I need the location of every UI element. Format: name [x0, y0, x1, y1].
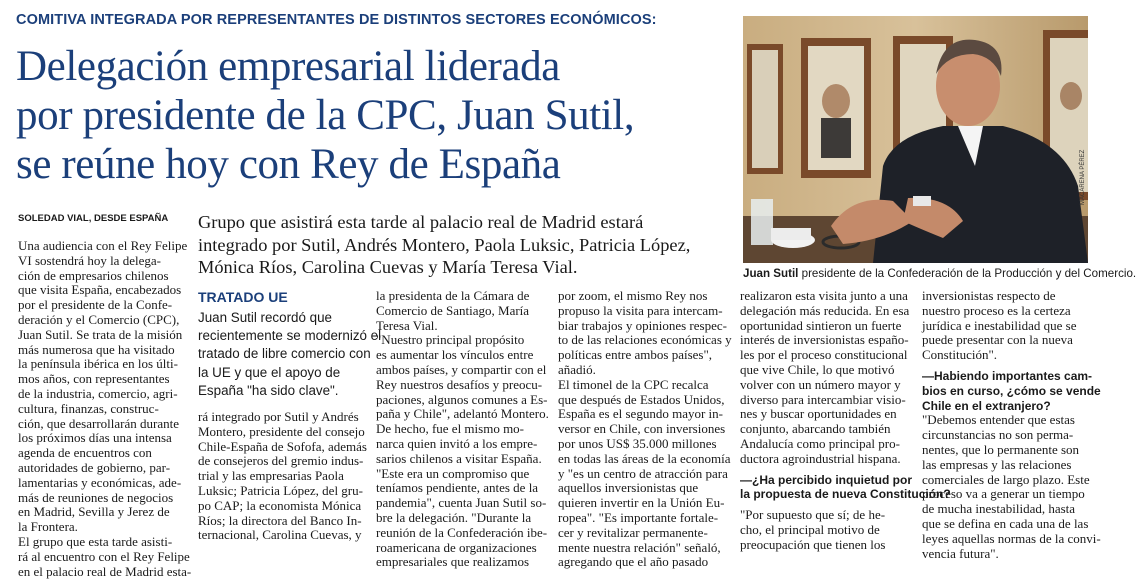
body-line: Andalucía como principal pro-	[740, 435, 900, 451]
body-line: jurídica e inestabilidad que se	[922, 317, 1077, 333]
body-line: reunión de la Confederación ibe-	[376, 524, 548, 540]
body-line: "Este era un compromiso que	[376, 465, 530, 481]
box-line: recientemente se modernizó el	[198, 328, 382, 344]
body-line: Juan Sutil. Se trata de la misión	[18, 326, 183, 342]
body-line: los próximos días una intensa	[18, 430, 172, 446]
body-line: Montero, presidente del consejo	[198, 423, 365, 439]
body-line: Chile en el extranjero?	[922, 398, 1051, 413]
body-line: trial y las empresarias Paola	[198, 468, 344, 484]
body-line: por unos US$ 35.000 millones	[558, 435, 717, 451]
body-line: roamericana de organizaciones	[376, 539, 537, 555]
body-line: El grupo que esta tarde asisti-	[18, 533, 173, 549]
body-line: Chile-España de Sofofa, además	[198, 438, 367, 454]
lede-line: Mónica Ríos, Carolina Cuevas y María Teresa Vial.	[198, 257, 578, 277]
body-line: nuestro proceso es la certeza	[922, 302, 1071, 318]
body-line: nentes, que lo permanente son	[922, 441, 1080, 457]
body-line: biar trabajos y opiniones respec-	[558, 317, 727, 333]
body-line: realizaron esta visita junto a una	[740, 288, 908, 303]
box-line: tratado de libre comercio con	[198, 346, 371, 362]
body-column-4	[558, 289, 730, 570]
body-line: inversionistas respecto de	[922, 288, 1056, 303]
headline	[16, 42, 736, 189]
body-line: interés de inversionistas españo-	[740, 332, 909, 348]
body-line: mente nuestra relación" señaló,	[558, 539, 721, 555]
body-line: conjunto, abarcando también	[740, 421, 891, 437]
body-line: paña y Chile", adelantó Montero.	[376, 406, 549, 422]
body-line: preocupación que tienen los	[740, 536, 886, 552]
body-line: España es el segundo mayor in-	[558, 406, 723, 422]
body-line: en todas las áreas de la economía	[558, 450, 731, 466]
body-line: más numerosa que ha visitado	[18, 341, 175, 357]
body-line: Luksic; Patricia López, del gru-	[198, 482, 363, 498]
body-line: ción de empresarios chilenos	[18, 267, 169, 283]
body-line: la península ibérica en los últi-	[18, 356, 178, 372]
body-line: comerciales de largo plazo. Este	[922, 471, 1090, 487]
body-line: ropea". "Es importante fortale-	[558, 509, 719, 525]
body-line: por el presidente de la Confe-	[18, 297, 173, 313]
body-line: circunstancias no son perma-	[922, 427, 1074, 443]
body-line: rá integrado por Sutil y Andrés	[198, 409, 359, 424]
photo-caption	[743, 267, 1136, 280]
body-line: es aumentar los vínculos entre	[376, 347, 534, 363]
body-line: cultura, finanzas, construc-	[18, 400, 159, 416]
body-line: la propuesta de nueva Constitución?	[740, 487, 951, 502]
body-line: oportunidad sintieron un fuerte	[740, 317, 902, 333]
body-line: ductora agroindustrial hispana.	[740, 450, 901, 466]
body-line: que después de Estados Unidos,	[558, 391, 725, 407]
body-column-5	[740, 288, 951, 553]
body-line: la presidenta de la Cámara de	[376, 288, 530, 303]
body-line: cho, el principal motivo de	[740, 521, 880, 537]
body-line: "Debemos entender que estas	[922, 412, 1075, 428]
body-line: más de reuniones de negocios	[18, 489, 174, 505]
body-line: paciones, algunos comunes a Es-	[376, 391, 548, 407]
body-column-6	[922, 288, 1101, 561]
body-column-2	[198, 410, 366, 543]
caption-text: presidente de la Confederación de la Producción y del Comercio.	[798, 267, 1136, 280]
body-line: de consejeros del gremio indus-	[198, 453, 364, 469]
body-line: teníamos pendiente, antes de la	[376, 480, 539, 496]
body-line: políticas entre ambos países",	[558, 347, 713, 363]
body-line: volver con un número mayor y	[740, 376, 901, 392]
body-line: empresariales que realizamos	[376, 554, 530, 570]
body-column-1	[18, 238, 192, 579]
photo-illustration	[743, 16, 1088, 263]
body-line: Constitución".	[922, 347, 998, 363]
body-line: mos años, con representantes	[18, 371, 170, 387]
body-line: —¿Ha percibido inquietud por	[740, 472, 912, 487]
body-line: lamentarias y económicas, ade-	[18, 474, 182, 490]
photo-credit: MACARENA PÉREZ	[1080, 149, 1086, 205]
body-line: que visita España, encabezados	[18, 282, 182, 298]
body-line: —Habiendo importantes cam-	[922, 368, 1093, 383]
body-line: Teresa Vial.	[376, 317, 438, 333]
body-line: la Frontera.	[18, 519, 78, 535]
body-line: narca quien invitó a los empre-	[376, 435, 538, 451]
body-line: cer y revitalizar permanente-	[558, 524, 708, 540]
byline: SOLEDAD VIAL, DESDE ESPAÑA	[18, 213, 169, 224]
body-line: agenda de encuentros con	[18, 445, 152, 461]
body-line: versor en Chile, con inversiones	[558, 421, 726, 437]
body-line: Rey nuestros desafíos y preocu-	[376, 376, 543, 392]
body-line: autoridades de gobierno, par-	[18, 459, 171, 475]
box-line: la UE y que el apoyo de	[198, 364, 341, 380]
body-line: aquellos inversionistas que	[558, 480, 699, 496]
body-line: Una audiencia con el Rey Felipe	[18, 238, 188, 253]
sidebar-box	[198, 289, 382, 400]
body-line: las empresas y las relaciones	[922, 456, 1072, 472]
box-text	[198, 309, 382, 400]
body-line: agregando que el año pasado	[558, 554, 709, 570]
caption-name: Juan Sutil	[743, 267, 799, 280]
body-line: que vive Chile, lo que motivó	[740, 361, 895, 377]
body-line: to de las relaciones económicas y	[558, 332, 732, 348]
lede-line: Grupo que asistirá esta tarde al palacio real de Madrid estará	[198, 212, 644, 232]
body-line: sarios chilenos a visitar España.	[376, 450, 542, 466]
body-column-3	[376, 289, 548, 570]
body-line: y "es un centro de atracción para	[558, 465, 728, 481]
body-line: vencia futura".	[922, 545, 999, 561]
body-line: El timonel de la CPC recalca	[558, 376, 709, 392]
body-line: delegación más reducida. En esa	[740, 302, 910, 318]
body-line: propuso la visita para intercam-	[558, 302, 723, 318]
body-line: que se defina en cada una de las	[922, 515, 1089, 531]
body-line: po CAP; la economista Mónica	[198, 497, 362, 513]
body-line: en Madrid, Sevilla y Jerez de	[18, 504, 170, 520]
body-line: les por el proceso constitucional	[740, 347, 908, 363]
body-line: diverso para intercambiar visio-	[740, 391, 906, 407]
body-line: puede presentar con la nueva	[922, 332, 1073, 348]
body-line: pandemia", cuenta Juan Sutil so-	[376, 495, 547, 511]
body-line: nes y buscar oportunidades en	[740, 406, 897, 422]
body-line: deración y el Comercio (CPC),	[18, 311, 180, 327]
body-line: rá al encuentro con el Rey Felipe	[18, 548, 190, 564]
body-line: en el palacio real de Madrid esta-	[18, 563, 192, 579]
body-line: ción, que desarrollarán durante	[18, 415, 179, 431]
body-line: ternacional, Carolina Cuevas, y	[198, 527, 362, 543]
box-title: TRATADO UE	[198, 289, 288, 305]
body-line: bios en curso, ¿cómo se vende	[922, 383, 1101, 398]
body-line: de mucha inestabilidad, hasta	[922, 501, 1076, 517]
kicker: COMITIVA INTEGRADA POR REPRESENTANTES DE DISTINTOS SECTORES ECONÓMICOS:	[16, 12, 657, 28]
lede-line: integrado por Sutil, Andrés Montero, Paola Luksic, Patricia López,	[198, 234, 691, 255]
box-line: Juan Sutil recordó que	[198, 310, 332, 325]
body-line: por zoom, el mismo Rey nos	[558, 288, 708, 303]
box-line: España "ha sido clave".	[198, 382, 339, 398]
headline-line: Delegación empresarial liderada	[16, 43, 560, 90]
headline-line: se reúne hoy con Rey de España	[16, 141, 561, 188]
lede	[198, 211, 738, 279]
body-line: bre la delegación. "Durante la	[376, 509, 532, 525]
headline-line: por presidente de la CPC, Juan Sutil,	[16, 92, 635, 139]
body-line: añadió.	[558, 361, 596, 377]
body-line: Comercio de Santiago, María	[376, 302, 530, 318]
body-line: ambos países, y compartir con el	[376, 361, 547, 377]
article-photo	[743, 16, 1088, 263]
body-line: De hecho, fue el mismo mo-	[376, 421, 525, 437]
body-line: proceso va a generar un tiempo	[922, 486, 1085, 502]
body-line: quieren invertir en la Unión Eu-	[558, 495, 725, 511]
body-line: "Por supuesto que sí; de he-	[740, 507, 886, 523]
body-line: leyes aquellas normas de la convi-	[922, 530, 1101, 546]
body-line: de la industria, comercio, agri-	[18, 385, 178, 401]
body-line: VI sostendrá hoy la delega-	[18, 252, 161, 268]
body-line: Ríos; la directora del Banco In-	[198, 512, 362, 528]
body-line: "Nuestro principal propósito	[376, 332, 525, 348]
